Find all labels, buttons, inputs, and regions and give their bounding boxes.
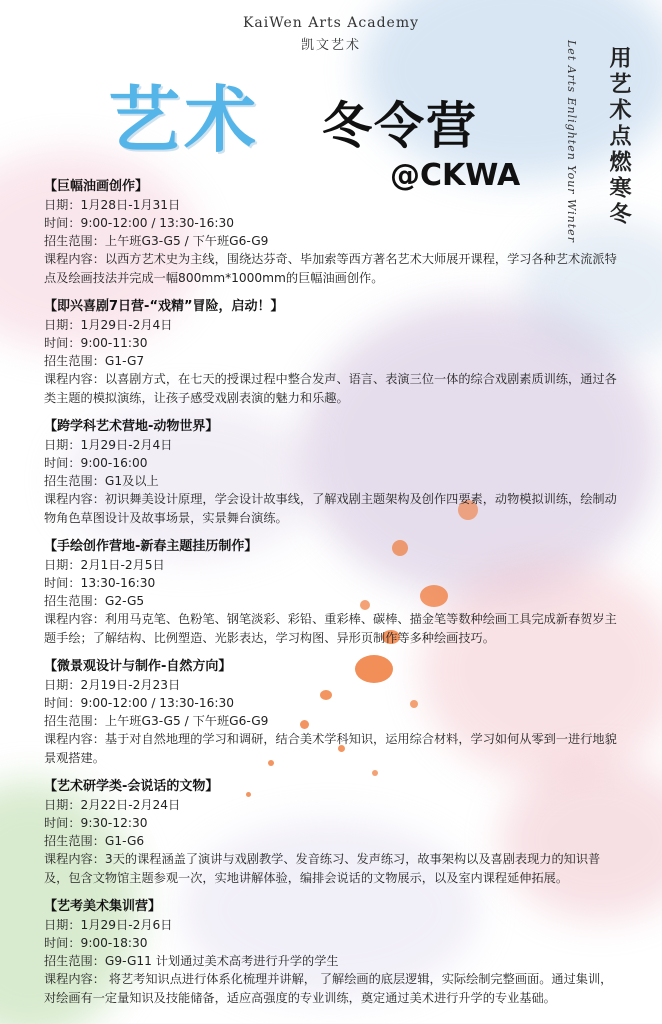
course-date: 日期：2月1日-2月5日 — [44, 558, 165, 572]
course-description: 课程内容：3天的课程涵盖了演讲与戏剧教学、发音练习、发声练习，故事架构以及喜剧表现力的知识普及，包含文物馆主题参观一次，实地讲解体验，编排会说话的文物展示，以及室内课程延伸拓展。 — [44, 852, 601, 885]
course-title: 【即兴喜剧7日营-“戏精”冒险，启动！】 — [44, 299, 284, 314]
course-section — [44, 898, 624, 1007]
social-handle: @CKWA — [390, 158, 521, 193]
course-date: 日期：2月19日-2月23日 — [44, 678, 181, 692]
course-section — [44, 298, 624, 407]
course-date: 日期：1月29日-2月4日 — [44, 438, 173, 452]
course-section — [44, 418, 624, 527]
brand-name-english: KaiWen Arts Academy — [242, 15, 420, 31]
course-description: 课程内容：初识舞美设计原理，学会设计故事线，了解戏剧主题架构及创作四要素，动物模拟训练，绘制动物角色草图设计及故事场景，实景舞台演练。 — [44, 492, 617, 525]
course-title: 【艺术研学类-会说话的文物】 — [44, 779, 219, 794]
course-description: 课程内容：利用马克笔、色粉笔、钢笔淡彩、彩铅、重彩棒、碳棒、描金笔等数种绘画工具完成新春贺岁主题手绘；了解结构、比例塑造、光影表达，学习构图、异形页制作等多种绘画技巧。 — [44, 612, 617, 645]
course-range: 招生范围：上午班G3-G5 / 下午班G6-G9 — [44, 234, 269, 248]
course-date: 日期：2月22日-2月24日 — [44, 798, 181, 812]
course-range: 招生范围：G1及以上 — [44, 474, 159, 488]
brand-name-chinese: 凯文艺术 — [300, 38, 361, 53]
slogan-english: Let Arts Enlighten Your Winter — [565, 40, 578, 243]
course-range: 招生范围：G2-G5 — [44, 594, 145, 608]
course-time: 时间：9:00-16:00 — [44, 456, 148, 470]
title-art: 艺术 — [108, 78, 261, 162]
title-winter-camp: 冬令营 — [322, 97, 478, 155]
course-time: 时间：9:00-18:30 — [44, 936, 148, 950]
course-date: 日期：1月29日-2月4日 — [44, 318, 173, 332]
course-range: 招生范围：G1-G7 — [44, 354, 145, 368]
course-description: 课程内容：基于对自然地理的学习和调研，结合美术学科知识，运用综合材料，学习如何从零到一进行地貌景观搭建。 — [44, 732, 617, 765]
course-time: 时间：9:30-12:30 — [44, 816, 148, 830]
course-date: 日期：1月28日-1月31日 — [44, 198, 181, 212]
course-range: 招生范围：G1-G6 — [44, 834, 145, 848]
course-title: 【艺考美术集训营】 — [44, 899, 162, 914]
course-time: 时间：9:00-12:00 / 13:30-16:30 — [44, 696, 234, 710]
course-range: 招生范围：G9-G11 计划通过美术高考进行升学的学生 — [44, 954, 339, 968]
course-time: 时间：9:00-12:00 / 13:30-16:30 — [44, 216, 234, 230]
course-section — [44, 658, 624, 767]
course-title: 【巨幅油画创作】 — [44, 179, 149, 194]
course-title: 【微景观设计与制作-自然方向】 — [44, 659, 232, 674]
course-section — [44, 178, 624, 287]
course-date: 日期：1月29日-2月6日 — [44, 918, 173, 932]
course-time: 时间：9:00-11:30 — [44, 336, 148, 350]
course-section — [44, 538, 624, 647]
course-list — [44, 178, 624, 1018]
course-description: 课程内容：以喜剧方式，在七天的授课过程中整合发声、语言、表演三位一体的综合戏剧素质训练，通过各类主题的模拟演练，让孩子感受戏剧表演的魅力和乐趣。 — [44, 372, 617, 405]
course-range: 招生范围：上午班G3-G5 / 下午班G6-G9 — [44, 714, 269, 728]
course-title: 【手绘创作营地-新春主题挂历制作】 — [44, 539, 258, 554]
course-title: 【跨学科艺术营地-动物世界】 — [44, 419, 219, 434]
course-description: 课程内容：以西方艺术史为主线，围绕达芬奇、毕加索等西方著名艺术大师展开课程，学习各种艺术流派特点及绘画技法并完成一幅800mm*1000mm的巨幅油画创作。 — [44, 252, 617, 285]
slogan-chinese: 用艺术点燃寒冬 — [606, 46, 631, 228]
course-description: 课程内容： 将艺考知识点进行体系化梳理并讲解， 了解绘画的底层逻辑，实际绘制完整画面。通过集训，对绘画有一定量知识及技能储备，适应高强度的专业训练，奠定通过美术进行升学的专业基础。 — [44, 972, 613, 1005]
course-section — [44, 778, 624, 887]
course-time: 时间：13:30-16:30 — [44, 576, 156, 590]
